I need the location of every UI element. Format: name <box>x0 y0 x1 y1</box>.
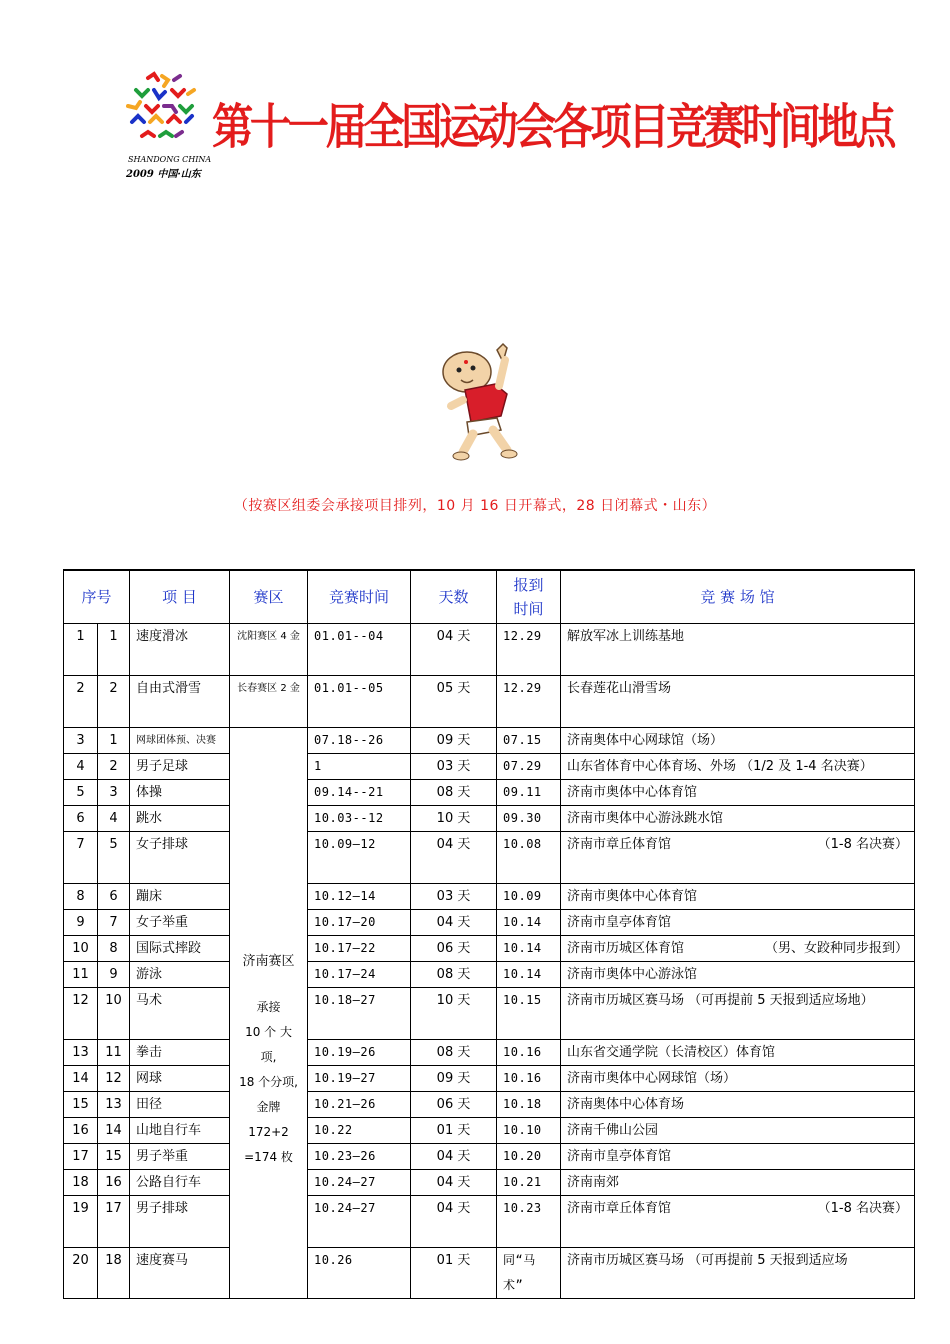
row-time: 01.01--05 <box>308 676 411 728</box>
table-row <box>64 1248 915 1299</box>
col-header-no: 序号 <box>64 570 130 624</box>
row-days: 08 天 <box>411 780 497 806</box>
venue-name: 济南市章丘体育馆 <box>567 1201 672 1216</box>
row-sub-number: 2 <box>98 676 130 728</box>
row-number: 3 <box>64 728 98 754</box>
row-event: 拳击 <box>130 1040 230 1066</box>
row-time: 10.24—27 <box>308 1196 411 1248</box>
games-logo <box>118 70 210 180</box>
table-row <box>64 1196 915 1248</box>
row-event: 山地自行车 <box>130 1118 230 1144</box>
row-sub-number: 2 <box>98 754 130 780</box>
row-time: 1 <box>308 754 411 780</box>
venue-name: 济南市奥体中心体育馆 <box>567 785 698 800</box>
row-report: 10.10 <box>497 1118 561 1144</box>
row-sub-number: 6 <box>98 884 130 910</box>
venue-name: 济南市历城区体育馆 <box>567 941 685 956</box>
row-days: 10 天 <box>411 988 497 1040</box>
row-report: 10.16 <box>497 1066 561 1092</box>
row-sub-number: 11 <box>98 1040 130 1066</box>
row-days: 03 天 <box>411 754 497 780</box>
table-row <box>64 1170 915 1196</box>
row-report: 07.15 <box>497 728 561 754</box>
row-days: 10 天 <box>411 806 497 832</box>
table-row <box>64 624 915 676</box>
row-report: 10.14 <box>497 936 561 962</box>
row-number: 17 <box>64 1144 98 1170</box>
col-header-report-line2: 时间 <box>513 600 544 618</box>
row-event: 速度赛马 <box>130 1248 230 1299</box>
row-number: 18 <box>64 1170 98 1196</box>
region-detail-line: 10 个 大 <box>245 1025 292 1039</box>
row-time: 10.17—22 <box>308 936 411 962</box>
row-number: 20 <box>64 1248 98 1299</box>
table-body-group2 <box>64 728 915 1299</box>
row-event: 蹦床 <box>130 884 230 910</box>
row-venue <box>561 1170 915 1196</box>
row-event: 网球 <box>130 1066 230 1092</box>
table-row <box>64 962 915 988</box>
row-venue <box>561 988 915 1040</box>
row-time: 10.09—12 <box>308 832 411 884</box>
row-number: 4 <box>64 754 98 780</box>
row-report: 09.30 <box>497 806 561 832</box>
row-report: 10.14 <box>497 910 561 936</box>
table-row <box>64 1144 915 1170</box>
table-row <box>64 780 915 806</box>
jinan-region-cell <box>230 728 308 1299</box>
row-report: 10.16 <box>497 1040 561 1066</box>
region-detail-line: 172+2 <box>248 1125 289 1139</box>
row-report: 10.09 <box>497 884 561 910</box>
row-sub-number: 10 <box>98 988 130 1040</box>
row-report: 10.14 <box>497 962 561 988</box>
table-row <box>64 988 915 1040</box>
row-venue <box>561 884 915 910</box>
row-venue <box>561 1040 915 1066</box>
region-detail-line: =174 枚 <box>244 1150 293 1164</box>
mascot-image <box>437 342 523 464</box>
row-venue <box>561 806 915 832</box>
row-number: 16 <box>64 1118 98 1144</box>
row-venue <box>561 1248 915 1299</box>
row-venue <box>561 1196 915 1248</box>
row-days: 04 天 <box>411 910 497 936</box>
row-venue: 解放军冰上训练基地 <box>561 624 915 676</box>
row-time: 10.17—24 <box>308 962 411 988</box>
row-report: 10.18 <box>497 1092 561 1118</box>
row-venue <box>561 1092 915 1118</box>
venue-name: 济南千佛山公园 <box>567 1123 659 1138</box>
table-row <box>64 910 915 936</box>
row-sub-number: 4 <box>98 806 130 832</box>
row-report: 同“马术” <box>497 1248 561 1299</box>
row-days: 04 天 <box>411 1170 497 1196</box>
table-row <box>64 1092 915 1118</box>
row-venue <box>561 832 915 884</box>
row-sub-number: 3 <box>98 780 130 806</box>
row-days: 06 天 <box>411 936 497 962</box>
page-title: 第十一届全国运动会各项目竞赛时间地点 <box>212 99 894 155</box>
row-venue <box>561 910 915 936</box>
row-event: 网球团体预、决赛 <box>130 728 230 754</box>
row-days: 09 天 <box>411 1066 497 1092</box>
venue-name: 济南市奥体中心体育馆 <box>567 889 698 904</box>
row-number: 11 <box>64 962 98 988</box>
table-row <box>64 1118 915 1144</box>
row-days: 01 天 <box>411 1118 497 1144</box>
table-row <box>64 1066 915 1092</box>
table-row <box>64 676 915 728</box>
row-time: 10.17—20 <box>308 910 411 936</box>
row-time: 10.24—27 <box>308 1170 411 1196</box>
row-region: 长春赛区 2 金 <box>230 676 308 728</box>
row-event: 男子排球 <box>130 1196 230 1248</box>
row-venue <box>561 1066 915 1092</box>
col-header-report <box>497 570 561 624</box>
row-number: 19 <box>64 1196 98 1248</box>
row-time: 10.12—14 <box>308 884 411 910</box>
table-row <box>64 936 915 962</box>
row-number: 1 <box>64 624 98 676</box>
table-header-row <box>64 570 915 624</box>
row-number: 15 <box>64 1092 98 1118</box>
row-event: 速度滑冰 <box>130 624 230 676</box>
row-time: 10.19—27 <box>308 1066 411 1092</box>
row-number: 13 <box>64 1040 98 1066</box>
row-event: 男子足球 <box>130 754 230 780</box>
venue-name: 济南市奥体中心游泳跳水馆 <box>567 811 724 826</box>
row-number: 7 <box>64 832 98 884</box>
table-row <box>64 806 915 832</box>
row-number: 10 <box>64 936 98 962</box>
row-time: 10.03--12 <box>308 806 411 832</box>
page-subtitle: （按赛区组委会承接项目排列，10 月 16 日开幕式，28 日闭幕式・山东） <box>233 498 717 514</box>
row-time: 10.26 <box>308 1248 411 1299</box>
row-time: 10.19—26 <box>308 1040 411 1066</box>
row-days: 04 天 <box>411 1144 497 1170</box>
row-venue <box>561 728 915 754</box>
row-sub-number: 5 <box>98 832 130 884</box>
region-detail-line: 金牌 <box>256 1100 281 1114</box>
row-event: 国际式摔跤 <box>130 936 230 962</box>
col-header-report-line1: 报到 <box>513 576 544 594</box>
col-header-time: 竞赛时间 <box>308 570 411 624</box>
col-header-event: 项 目 <box>130 570 230 624</box>
region-detail-line: 承接 <box>256 1000 281 1014</box>
row-event: 公路自行车 <box>130 1170 230 1196</box>
col-header-region: 赛区 <box>230 570 308 624</box>
row-venue <box>561 1144 915 1170</box>
row-venue <box>561 754 915 780</box>
mascot-icon <box>437 342 523 464</box>
logo-caption-line1: SHANDONG CHINA <box>128 155 212 164</box>
row-report: 09.11 <box>497 780 561 806</box>
row-time: 01.01--04 <box>308 624 411 676</box>
row-days: 01 天 <box>411 1248 497 1299</box>
row-report: 10.21 <box>497 1170 561 1196</box>
row-report: 10.15 <box>497 988 561 1040</box>
row-sub-number: 1 <box>98 624 130 676</box>
table-row <box>64 832 915 884</box>
row-sub-number: 16 <box>98 1170 130 1196</box>
venue-note: （1-8 名决赛） <box>817 837 909 852</box>
row-event: 田径 <box>130 1092 230 1118</box>
row-number: 5 <box>64 780 98 806</box>
row-number: 9 <box>64 910 98 936</box>
row-sub-number: 13 <box>98 1092 130 1118</box>
row-sub-number: 12 <box>98 1066 130 1092</box>
row-sub-number: 8 <box>98 936 130 962</box>
region-detail-line: 18 个分项, <box>239 1075 298 1089</box>
row-days: 06 天 <box>411 1092 497 1118</box>
venue-name: 济南市皇亭体育馆 <box>567 1149 672 1164</box>
row-event: 男子举重 <box>130 1144 230 1170</box>
row-report: 10.23 <box>497 1196 561 1248</box>
row-region: 沈阳赛区 4 金 <box>230 624 308 676</box>
row-venue <box>561 936 915 962</box>
row-sub-number: 1 <box>98 728 130 754</box>
row-sub-number: 15 <box>98 1144 130 1170</box>
region-detail-line: 项, <box>260 1050 277 1064</box>
venue-name: 济南市章丘体育馆 <box>567 837 672 852</box>
row-sub-number: 9 <box>98 962 130 988</box>
row-report: 12.29 <box>497 676 561 728</box>
row-venue <box>561 962 915 988</box>
table-row <box>64 1040 915 1066</box>
competition-schedule-table <box>63 569 915 1299</box>
row-days: 05 天 <box>411 676 497 728</box>
row-report: 07.29 <box>497 754 561 780</box>
row-number: 6 <box>64 806 98 832</box>
row-time: 10.18—27 <box>308 988 411 1040</box>
logo-caption-line2: 2009 中国·山东 <box>126 169 201 180</box>
row-report: 10.20 <box>497 1144 561 1170</box>
row-event: 跳水 <box>130 806 230 832</box>
row-event: 女子排球 <box>130 832 230 884</box>
row-sub-number: 14 <box>98 1118 130 1144</box>
logo-emblem-icon <box>118 70 210 154</box>
table-row <box>64 728 915 754</box>
row-venue <box>561 1118 915 1144</box>
row-event: 女子举重 <box>130 910 230 936</box>
row-event: 马术 <box>130 988 230 1040</box>
row-time: 07.18--26 <box>308 728 411 754</box>
col-header-venue: 竞 赛 场 馆 <box>561 570 915 624</box>
row-number: 12 <box>64 988 98 1040</box>
venue-name: 济南奥体中心体育场 <box>567 1097 685 1112</box>
row-sub-number: 17 <box>98 1196 130 1248</box>
table-row <box>64 884 915 910</box>
row-number: 14 <box>64 1066 98 1092</box>
row-number: 2 <box>64 676 98 728</box>
venue-note: （男、女跤种同步报到） <box>765 941 909 956</box>
venue-name: 济南奥体中心网球馆（场） <box>567 733 724 748</box>
venue-name: 济南市奥体中心网球馆（场） <box>567 1071 737 1086</box>
table-row <box>64 754 915 780</box>
row-report: 12.29 <box>497 624 561 676</box>
row-venue: 长春莲花山滑雪场 <box>561 676 915 728</box>
row-days: 04 天 <box>411 1196 497 1248</box>
venue-name: 山东省体育中心体育场、外场 （1/2 及 1-4 名决赛） <box>567 759 873 774</box>
table-body-group1 <box>64 624 915 728</box>
venue-name: 济南市历城区赛马场 （可再提前 5 天报到适应场 <box>567 1253 848 1268</box>
row-days: 04 天 <box>411 624 497 676</box>
row-days: 08 天 <box>411 962 497 988</box>
venue-name: 山东省交通学院（长清校区）体育馆 <box>567 1045 776 1060</box>
row-sub-number: 18 <box>98 1248 130 1299</box>
row-event: 游泳 <box>130 962 230 988</box>
row-event: 体操 <box>130 780 230 806</box>
row-time: 10.21—26 <box>308 1092 411 1118</box>
row-time: 10.23—26 <box>308 1144 411 1170</box>
row-number: 8 <box>64 884 98 910</box>
venue-name: 济南市皇亭体育馆 <box>567 915 672 930</box>
row-time: 09.14--21 <box>308 780 411 806</box>
venue-note: （1-8 名决赛） <box>817 1201 909 1216</box>
row-report: 10.08 <box>497 832 561 884</box>
venue-name: 济南市历城区赛马场 （可再提前 5 天报到适应场地） <box>567 993 874 1008</box>
row-days: 09 天 <box>411 728 497 754</box>
venue-name: 济南市奥体中心游泳馆 <box>567 967 698 982</box>
region-name: 济南赛区 <box>242 954 295 969</box>
row-event: 自由式滑雪 <box>130 676 230 728</box>
row-days: 03 天 <box>411 884 497 910</box>
row-days: 04 天 <box>411 832 497 884</box>
row-time: 10.22 <box>308 1118 411 1144</box>
row-days: 08 天 <box>411 1040 497 1066</box>
row-venue <box>561 780 915 806</box>
venue-name: 济南南郊 <box>567 1175 620 1190</box>
col-header-days: 天数 <box>411 570 497 624</box>
row-sub-number: 7 <box>98 910 130 936</box>
